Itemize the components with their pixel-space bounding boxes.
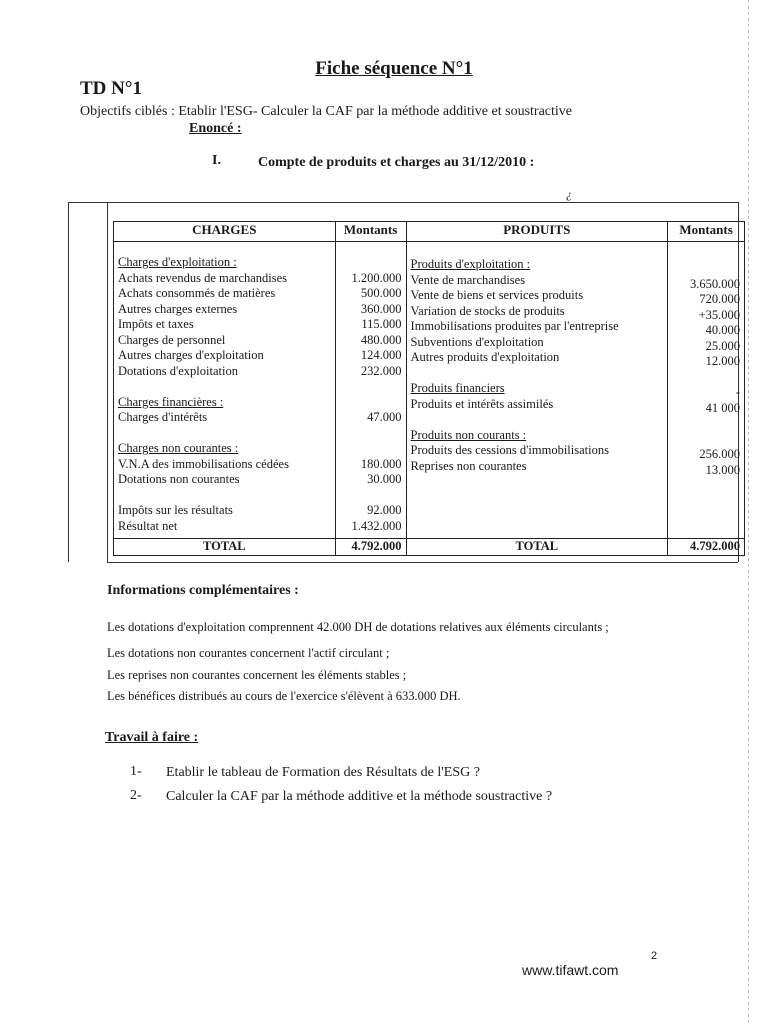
task-number: 1- <box>130 764 142 779</box>
info-line: Les dotations d'exploitation comprennent 42.000 DH de dotations relatives aux éléments circulants ; <box>107 620 609 634</box>
produits-spacer <box>672 370 740 386</box>
charges-item-value: 124.000 <box>360 348 402 362</box>
charges-item-value: 1.432.000 <box>351 518 402 533</box>
produits-header: PRODUITS <box>406 222 668 242</box>
charges-item-label: Dotations d'exploitation <box>118 363 238 378</box>
info-line: Les reprises non courantes concernent les éléments stables ; <box>107 668 407 682</box>
charges-item-label: Achats revendus de marchandises <box>118 270 288 285</box>
produits-item-value <box>672 432 740 448</box>
charges-section-heading: Charges non courantes : <box>118 441 239 455</box>
charges-item-label: Achats consommés de matières <box>118 286 276 300</box>
charges-item-value: 92.000 <box>367 503 402 517</box>
enonce-heading: Enoncé : <box>189 121 242 136</box>
frame-top-line <box>68 202 738 203</box>
charges-item-value <box>340 441 402 457</box>
total-label-produits: TOTAL <box>406 539 668 556</box>
produits-item-label: Produits des cessions d'immobilisations <box>410 443 609 457</box>
task-text: Calculer la CAF par la méthode additive et la méthode soustractive ? <box>166 789 553 804</box>
charges-item-label: Charges d'intérêts <box>118 410 208 424</box>
produits-spacer <box>411 366 664 382</box>
produits-item-value: 720.000 <box>699 292 740 306</box>
charges-item-value: 115.000 <box>361 317 402 331</box>
produits-item-label: Vente de biens et services produits <box>410 288 584 302</box>
charges-values-cell <box>335 242 406 539</box>
cpc-body-row <box>114 242 745 539</box>
info-line: Les bénéfices distribués au cours de l'exercice s'élèvent à 633.000 DH. <box>107 689 461 703</box>
charges-item-value <box>340 255 402 271</box>
margin-mark: ¿ <box>566 187 572 201</box>
produits-item-value: 41 000 <box>705 400 740 415</box>
produits-item-value: 3.650.000 <box>690 276 740 291</box>
produits-spacer <box>672 416 740 432</box>
produits-item-value: - <box>735 385 740 399</box>
frame-bottom-line <box>107 562 738 563</box>
produits-item-label: Variation de stocks de produits <box>410 303 565 318</box>
section-title: Compte de produits et charges au 31/12/2010 : <box>258 155 535 170</box>
frame-left-line <box>68 202 69 562</box>
charges-spacer <box>118 379 331 395</box>
produits-section-heading: Produits d'exploitation : <box>410 257 531 271</box>
produits-item-label: Autres produits d'exploitation <box>410 350 560 364</box>
produits-item-value: 256.000 <box>699 447 740 461</box>
montants-header-charges: Montants <box>335 222 406 242</box>
charges-item-label: Résultat net <box>118 518 178 533</box>
produits-item-value: +35.000 <box>698 307 740 322</box>
objectives-text: Objectifs ciblés : Etablir l'ESG- Calculer la CAF par la méthode additive et soustractive <box>80 104 572 119</box>
charges-spacer <box>340 488 402 504</box>
scan-edge-line <box>748 0 749 1024</box>
charges-item-value: 480.000 <box>360 332 402 347</box>
produits-item-label: Produits et intérêts assimilés <box>410 396 554 411</box>
work-title: Travail à faire : <box>105 730 199 745</box>
charges-item-value: 360.000 <box>360 301 402 316</box>
charges-item-value <box>340 395 402 411</box>
cpc-total-row <box>114 539 745 556</box>
task-number: 2- <box>130 788 142 803</box>
charges-item-label: Impôts et taxes <box>118 317 194 331</box>
produits-item-value: 40.000 <box>705 323 740 337</box>
page-title: Fiche séquence N°1 <box>315 58 473 79</box>
produits-item-label: Subventions d'exploitation <box>410 334 544 349</box>
charges-labels-cell <box>114 242 336 539</box>
charges-item-value: 47.000 <box>367 410 402 424</box>
total-label-charges: TOTAL <box>114 539 336 556</box>
produits-item-value: 25.000 <box>705 338 740 353</box>
td-heading: TD N°1 <box>80 78 142 99</box>
charges-item-label: Autres charges externes <box>118 301 238 316</box>
page-number: 2 <box>651 950 658 962</box>
charges-item-label: Charges de personnel <box>118 332 226 347</box>
charges-spacer <box>118 426 331 442</box>
info-line: Les dotations non courantes concernent l'actif circulant ; <box>107 646 390 660</box>
charges-item-value: 1.200.000 <box>351 270 402 285</box>
produits-values-cell <box>668 242 745 539</box>
produits-item-label: Reprises non courantes <box>410 458 527 473</box>
charges-spacer <box>118 488 331 504</box>
cpc-table <box>113 221 745 556</box>
site-url: www.tifawt.com <box>522 962 619 978</box>
charges-section-heading: Charges financières : <box>118 394 224 409</box>
produits-item-label: Immobilisations produites par l'entreprise <box>410 319 619 333</box>
produits-section-heading: Produits financiers <box>410 381 505 395</box>
charges-item-value: 30.000 <box>367 472 402 486</box>
charges-item-label: Impôts sur les résultats <box>118 503 233 517</box>
charges-header: CHARGES <box>114 222 336 242</box>
charges-item-label: Autres charges d'exploitation <box>118 348 264 362</box>
info-title: Informations complémentaires : <box>107 583 299 598</box>
charges-section-heading: Charges d'exploitation : <box>118 255 237 269</box>
task-text: Etablir le tableau de Formation des Résultats de l'ESG ? <box>166 765 480 780</box>
charges-spacer <box>340 426 402 442</box>
section-number: I. <box>212 153 221 168</box>
charges-spacer <box>340 379 402 395</box>
produits-item-value: 13.000 <box>705 462 740 477</box>
frame-inner-line <box>107 202 108 562</box>
montants-header-produits: Montants <box>668 222 745 242</box>
total-charges-value: 4.792.000 <box>335 539 406 556</box>
cpc-header-row <box>114 222 745 242</box>
charges-item-value: 500.000 <box>360 286 402 300</box>
charges-item-value: 180.000 <box>360 456 402 471</box>
produits-item-value <box>672 261 740 277</box>
charges-item-value: 232.000 <box>360 363 402 378</box>
produits-labels-cell <box>406 242 668 539</box>
total-produits-value: 4.792.000 <box>668 539 745 556</box>
charges-item-label: Dotations non courantes <box>118 472 240 486</box>
produits-section-heading: Produits non courants : <box>410 427 527 442</box>
produits-item-value: 12.000 <box>705 354 740 368</box>
charges-item-label: V.N.A des immobilisations cédées <box>118 456 289 471</box>
produits-item-label: Vente de marchandises <box>410 272 526 287</box>
produits-spacer <box>411 412 664 428</box>
